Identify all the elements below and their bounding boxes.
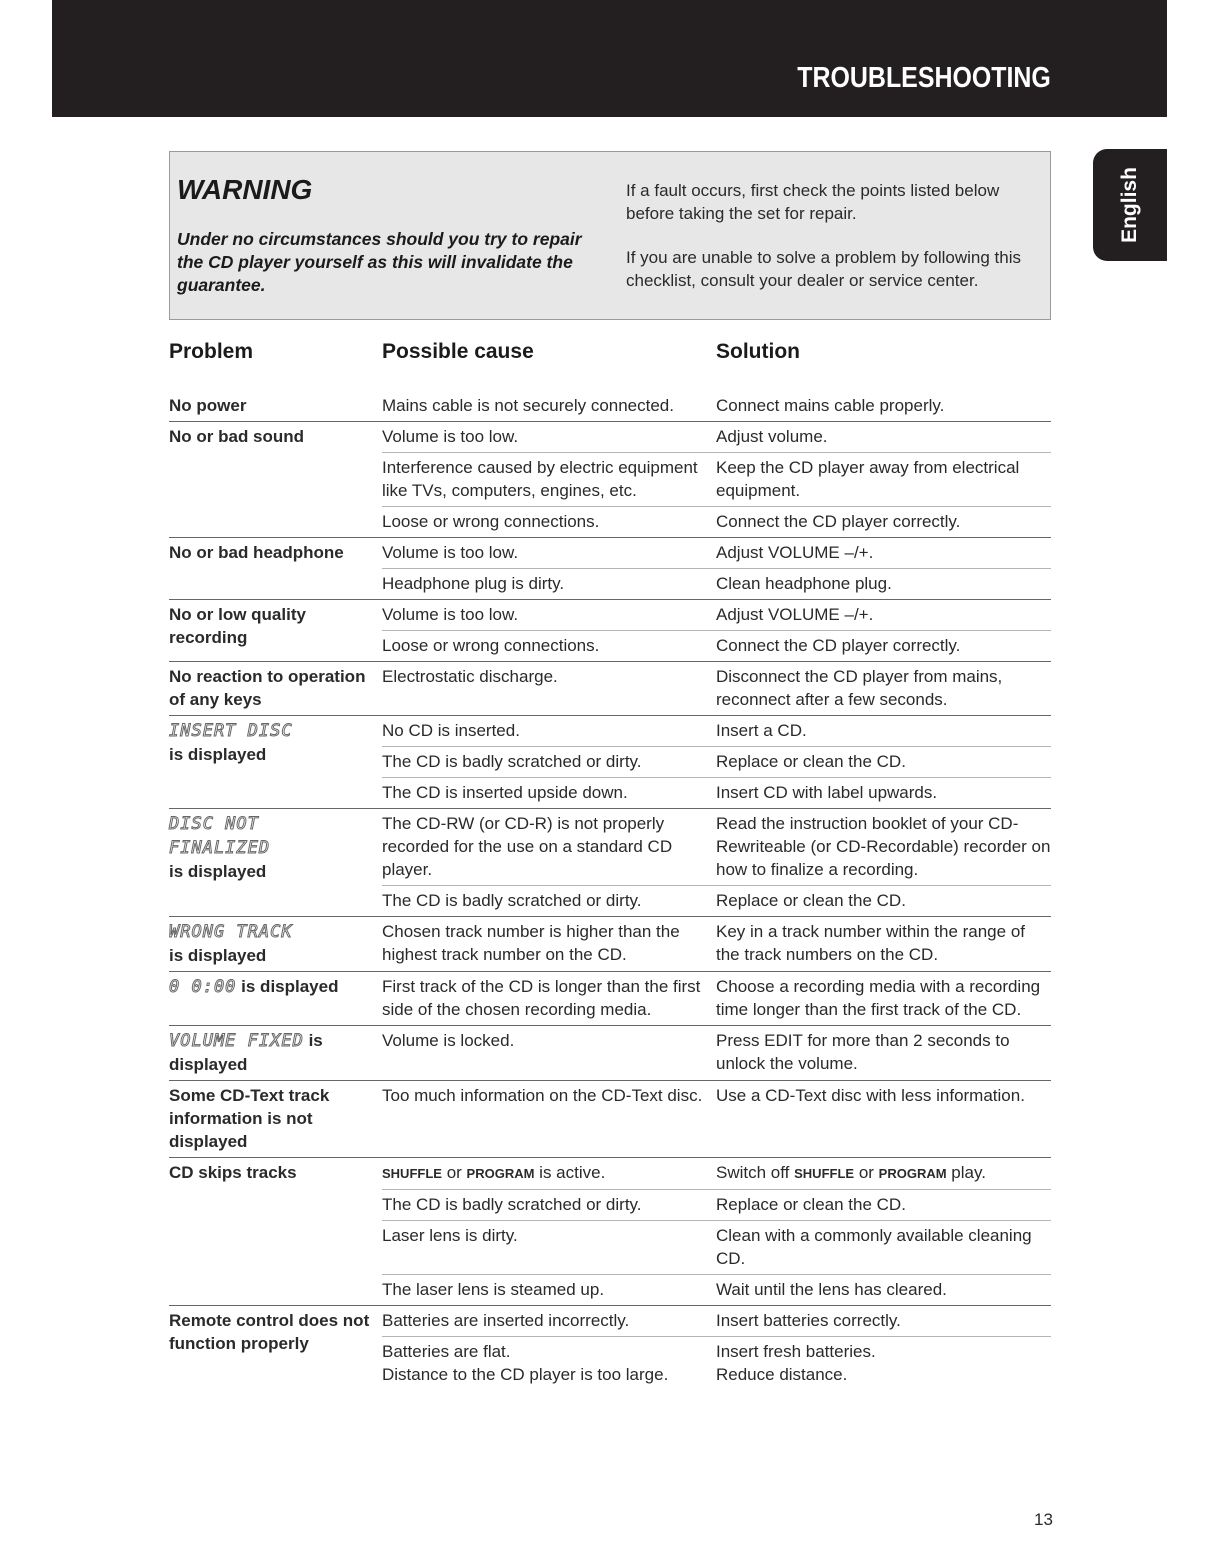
cause-cell: First track of the CD is longer than the first side of the chosen recording media. [382, 972, 716, 1026]
cause-cell: Batteries are inserted incorrectly. [382, 1306, 716, 1337]
lcd-display-text: WRONG TRACK [169, 922, 293, 942]
table-row [169, 972, 1051, 1026]
problem-cell [169, 1026, 382, 1081]
cause-text: Batteries are flat. [382, 1342, 511, 1361]
solution-cell: Clean with a commonly available cleaning CD. [716, 1221, 1051, 1275]
warning-title: WARNING [177, 174, 313, 205]
cause-cell: Volume is too low. [382, 600, 716, 631]
warning-info-paragraph-1: If a fault occurs, first check the points listed below before taking the set for repair. [626, 181, 1000, 223]
table-row [169, 391, 1051, 422]
solution-cell: Connect the CD player correctly. [716, 631, 1051, 662]
solution-cell: Clean headphone plug. [716, 569, 1051, 600]
cause-cell: Mains cable is not securely connected. [382, 391, 716, 422]
cause-cell: Too much information on the CD-Text disc. [382, 1081, 716, 1158]
problem-cell: No power [169, 391, 382, 422]
table-row [169, 809, 1051, 886]
solution-cell: Read the instruction booklet of your CD-Rewriteable (or CD-Recordable) recorder on how to finalize a recording. [716, 809, 1051, 886]
solution-cell: Insert batteries correctly. [716, 1306, 1051, 1337]
solution-cell: Replace or clean the CD. [716, 747, 1051, 778]
cause-text: Distance to the CD player is too large. [382, 1365, 669, 1384]
page-number: 13 [1034, 1510, 1053, 1529]
lcd-display-text: DISC NOT [169, 814, 259, 834]
solution-cell: Adjust VOLUME –/+. [716, 600, 1051, 631]
lcd-display-text: 0 0:00 [169, 977, 237, 997]
cause-cell: The laser lens is steamed up. [382, 1275, 716, 1306]
solution-cell: Insert a CD. [716, 716, 1051, 747]
lcd-display-text: FINALIZED [169, 838, 271, 858]
table-row [169, 1026, 1051, 1081]
solution-cell: Choose a recording media with a recording time longer than the first track of the CD. [716, 972, 1051, 1026]
cause-cell: Loose or wrong connections. [382, 507, 716, 538]
solution-cell [716, 1158, 1051, 1190]
warning-info [626, 180, 1036, 314]
problem-suffix: displayed [169, 1055, 248, 1074]
table-row [169, 917, 1051, 972]
solution-cell: Disconnect the CD player from mains, reconnect after a few seconds. [716, 662, 1051, 716]
solution-cell: Connect the CD player correctly. [716, 507, 1051, 538]
problem-cell: No or low quality recording [169, 600, 382, 662]
connector-text: or [858, 1163, 874, 1182]
program-key-label: PROGRAM [878, 1166, 947, 1181]
page-title: TROUBLESHOOTING [797, 62, 1051, 94]
cause-cell: The CD is badly scratched or dirty. [382, 747, 716, 778]
lcd-display-text: INSERT DISC [169, 721, 293, 741]
troubleshooting-table [169, 391, 1051, 1390]
column-header-solution: Solution [716, 340, 800, 363]
warning-box [169, 151, 1051, 320]
solution-cell: Keep the CD player away from electrical equipment. [716, 453, 1051, 507]
header-bar [52, 0, 1167, 117]
cause-cell: Chosen track number is higher than the highest track number on the CD. [382, 917, 716, 972]
shuffle-key-label: SHUFFLE [382, 1166, 442, 1181]
cause-cell: Interference caused by electric equipment like TVs, computers, engines, etc. [382, 453, 716, 507]
program-key-label: PROGRAM [466, 1166, 535, 1181]
solution-cell: Replace or clean the CD. [716, 886, 1051, 917]
table-row [169, 600, 1051, 631]
table-row [169, 716, 1051, 747]
cause-cell: The CD is badly scratched or dirty. [382, 1190, 716, 1221]
cause-cell: Laser lens is dirty. [382, 1221, 716, 1275]
table-row [169, 1306, 1051, 1337]
solution-cell: Adjust VOLUME –/+. [716, 538, 1051, 569]
problem-cell: Some CD-Text track information is not displayed [169, 1081, 382, 1158]
solution-cell: Key in a track number within the range of the track numbers on the CD. [716, 917, 1051, 972]
shuffle-key-label: SHUFFLE [794, 1166, 855, 1181]
solution-cell: Connect mains cable properly. [716, 391, 1051, 422]
warning-text: Under no circumstances should you try to repair the CD player yourself as this will invalidate the guarantee. [177, 229, 582, 295]
language-tab-label: English [1118, 167, 1141, 243]
problem-cell [169, 809, 382, 917]
problem-cell: Remote control does not function properly [169, 1311, 370, 1353]
problem-cell: No reaction to operation of any keys [169, 662, 382, 716]
cause-cell: The CD is badly scratched or dirty. [382, 886, 716, 917]
solution-cell: Wait until the lens has cleared. [716, 1275, 1051, 1306]
problem-cell [169, 972, 382, 1026]
solution-cell [716, 1337, 1051, 1391]
solution-text: Reduce distance. [716, 1365, 848, 1384]
cause-cell: Volume is too low. [382, 422, 716, 453]
table-row [169, 538, 1051, 569]
cause-cell: No CD is inserted. [382, 716, 716, 747]
solution-cell: Replace or clean the CD. [716, 1190, 1051, 1221]
lcd-display-text: VOLUME FIXED [169, 1031, 304, 1051]
table-row [169, 662, 1051, 716]
language-tab [1093, 149, 1167, 261]
solution-text: Insert fresh batteries. [716, 1342, 876, 1361]
problem-cell: No or bad headphone [169, 538, 382, 600]
warning-info-paragraph-2: If you are unable to solve a problem by following this checklist, consult your dealer or service center. [626, 248, 1022, 290]
cause-text: is active. [539, 1163, 606, 1182]
problem-suffix: is displayed [169, 862, 267, 881]
table-row [169, 1081, 1051, 1158]
problem-cell: CD skips tracks [169, 1158, 382, 1306]
solution-text: Switch off [716, 1163, 790, 1182]
column-header-problem: Problem [169, 340, 254, 363]
problem-suffix: is displayed [169, 745, 267, 764]
cause-cell: The CD-RW (or CD-R) is not properly recorded for the use on a standard CD player. [382, 809, 716, 886]
cause-cell: The CD is inserted upside down. [382, 778, 716, 809]
solution-cell: Use a CD-Text disc with less information. [716, 1081, 1051, 1158]
problem-suffix: is [308, 1031, 323, 1050]
solution-cell: Insert CD with label upwards. [716, 778, 1051, 809]
cause-cell: Electrostatic discharge. [382, 662, 716, 716]
cause-cell [382, 1337, 716, 1391]
solution-cell: Press EDIT for more than 2 seconds to unlock the volume. [716, 1026, 1051, 1081]
cause-cell: Loose or wrong connections. [382, 631, 716, 662]
cause-cell [382, 1158, 716, 1190]
problem-suffix: is displayed [241, 977, 339, 996]
table-row [169, 422, 1051, 453]
problem-cell [169, 716, 382, 809]
solution-cell: Adjust volume. [716, 422, 1051, 453]
column-header-cause: Possible cause [382, 340, 534, 363]
connector-text: or [446, 1163, 462, 1182]
cause-cell: Headphone plug is dirty. [382, 569, 716, 600]
problem-cell [169, 917, 382, 972]
solution-text: play. [951, 1163, 986, 1182]
problem-cell: No or bad sound [169, 422, 382, 538]
cause-cell: Volume is locked. [382, 1026, 716, 1081]
cause-cell: Volume is too low. [382, 538, 716, 569]
table-row [169, 1158, 1051, 1190]
problem-suffix: is displayed [169, 946, 267, 965]
